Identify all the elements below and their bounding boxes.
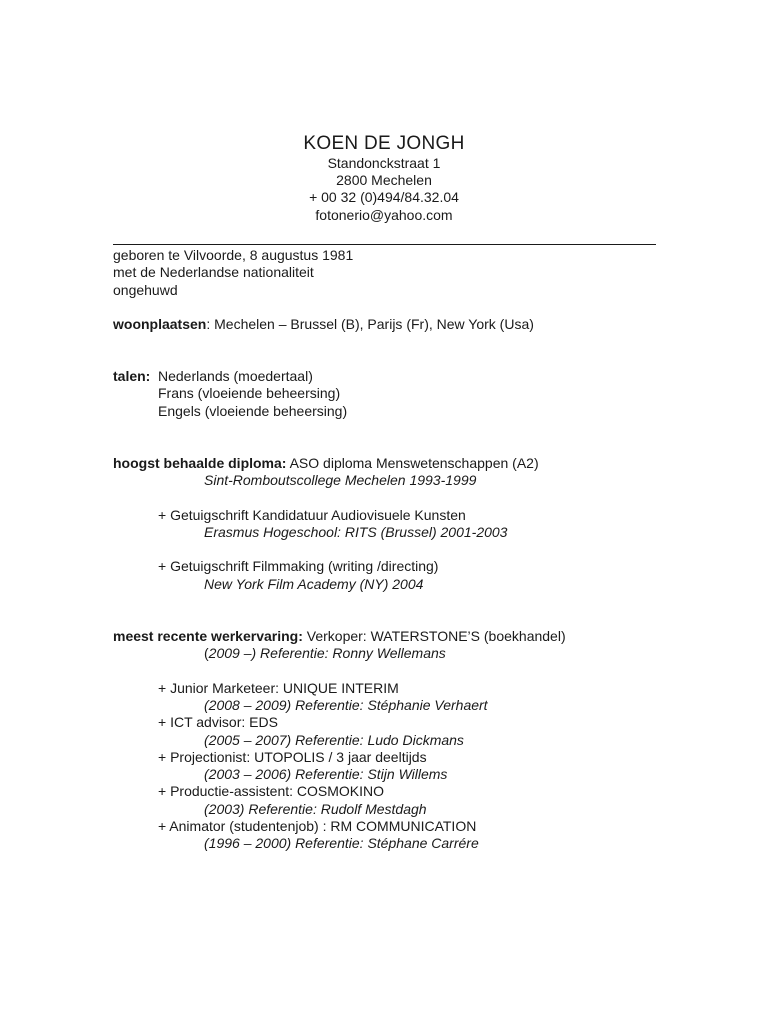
education-line (113, 455, 539, 472)
education-title: + Getuigschrift Kandidatuur Audiovisuele Kunsten (158, 507, 466, 523)
language-item: Engels (vloeiende beheersing) (158, 403, 348, 419)
header-divider (113, 244, 656, 245)
education-detail: Erasmus Hogeschool: RITS (Brussel) 2001-2003 (204, 524, 508, 540)
experience-line (113, 628, 566, 645)
experience-title: Verkoper: WATERSTONE’S (boekhandel) (302, 628, 566, 644)
experience-title: + Productie-assistent: COSMOKINO (158, 783, 385, 799)
language-item: Frans (vloeiende beheersing) (158, 385, 341, 401)
language-item: Nederlands (moedertaal) (158, 368, 313, 384)
residence-line (113, 316, 534, 333)
experience-label: meest recente werkervaring: (113, 628, 303, 644)
experience-title: + ICT advisor: EDS (158, 714, 278, 730)
phone-number: + 00 32 (0)494/84.32.04 (309, 189, 459, 205)
experience-detail-text: 2009 –) Referentie: Ronny Wellemans (208, 645, 446, 661)
experience-title: + Animator (studentenjob) : RM COMMUNICATION (158, 818, 477, 834)
experience-detail: (2008 – 2009) Referentie: Stéphanie Verhaert (204, 697, 488, 713)
languages-label: talen: (113, 368, 151, 384)
email-address: fotonerio@yahoo.com (315, 207, 453, 223)
address-city: 2800 Mechelen (336, 172, 432, 188)
nationality-info: met de Nederlandse nationaliteit (113, 264, 314, 280)
experience-title: + Projectionist: UTOPOLIS / 3 jaar deeltijds (158, 749, 427, 765)
experience-title: + Junior Marketeer: UNIQUE INTERIM (158, 680, 399, 696)
experience-detail-paren: ( (204, 645, 209, 661)
experience-detail: (2003) Referentie: Rudolf Mestdagh (204, 801, 427, 817)
experience-detail: (2005 – 2007) Referentie: Ludo Dickmans (204, 732, 464, 748)
experience-detail: (1996 – 2000) Referentie: Stéphane Carrére (204, 835, 479, 851)
education-title: + Getuigschrift Filmmaking (writing /directing) (158, 558, 439, 574)
residence-value: : Mechelen – Brussel (B), Parijs (Fr), New York (Usa) (206, 316, 534, 332)
education-detail: Sint-Romboutscollege Mechelen 1993-1999 (204, 472, 477, 488)
birth-info: geboren te Vilvoorde, 8 augustus 1981 (113, 247, 354, 263)
address-street: Standonckstraat 1 (327, 155, 441, 171)
cv-name: KOEN DE JONGH (303, 133, 465, 154)
experience-detail: (2003 – 2006) Referentie: Stijn Willems (204, 766, 448, 782)
residence-label: woonplaatsen (113, 316, 207, 332)
education-detail: New York Film Academy (NY) 2004 (204, 576, 424, 592)
marital-status: ongehuwd (113, 282, 178, 298)
education-label: hoogst behaalde diploma: (113, 455, 287, 471)
experience-detail (204, 645, 446, 662)
education-title: ASO diploma Menswetenschappen (A2) (286, 455, 539, 471)
